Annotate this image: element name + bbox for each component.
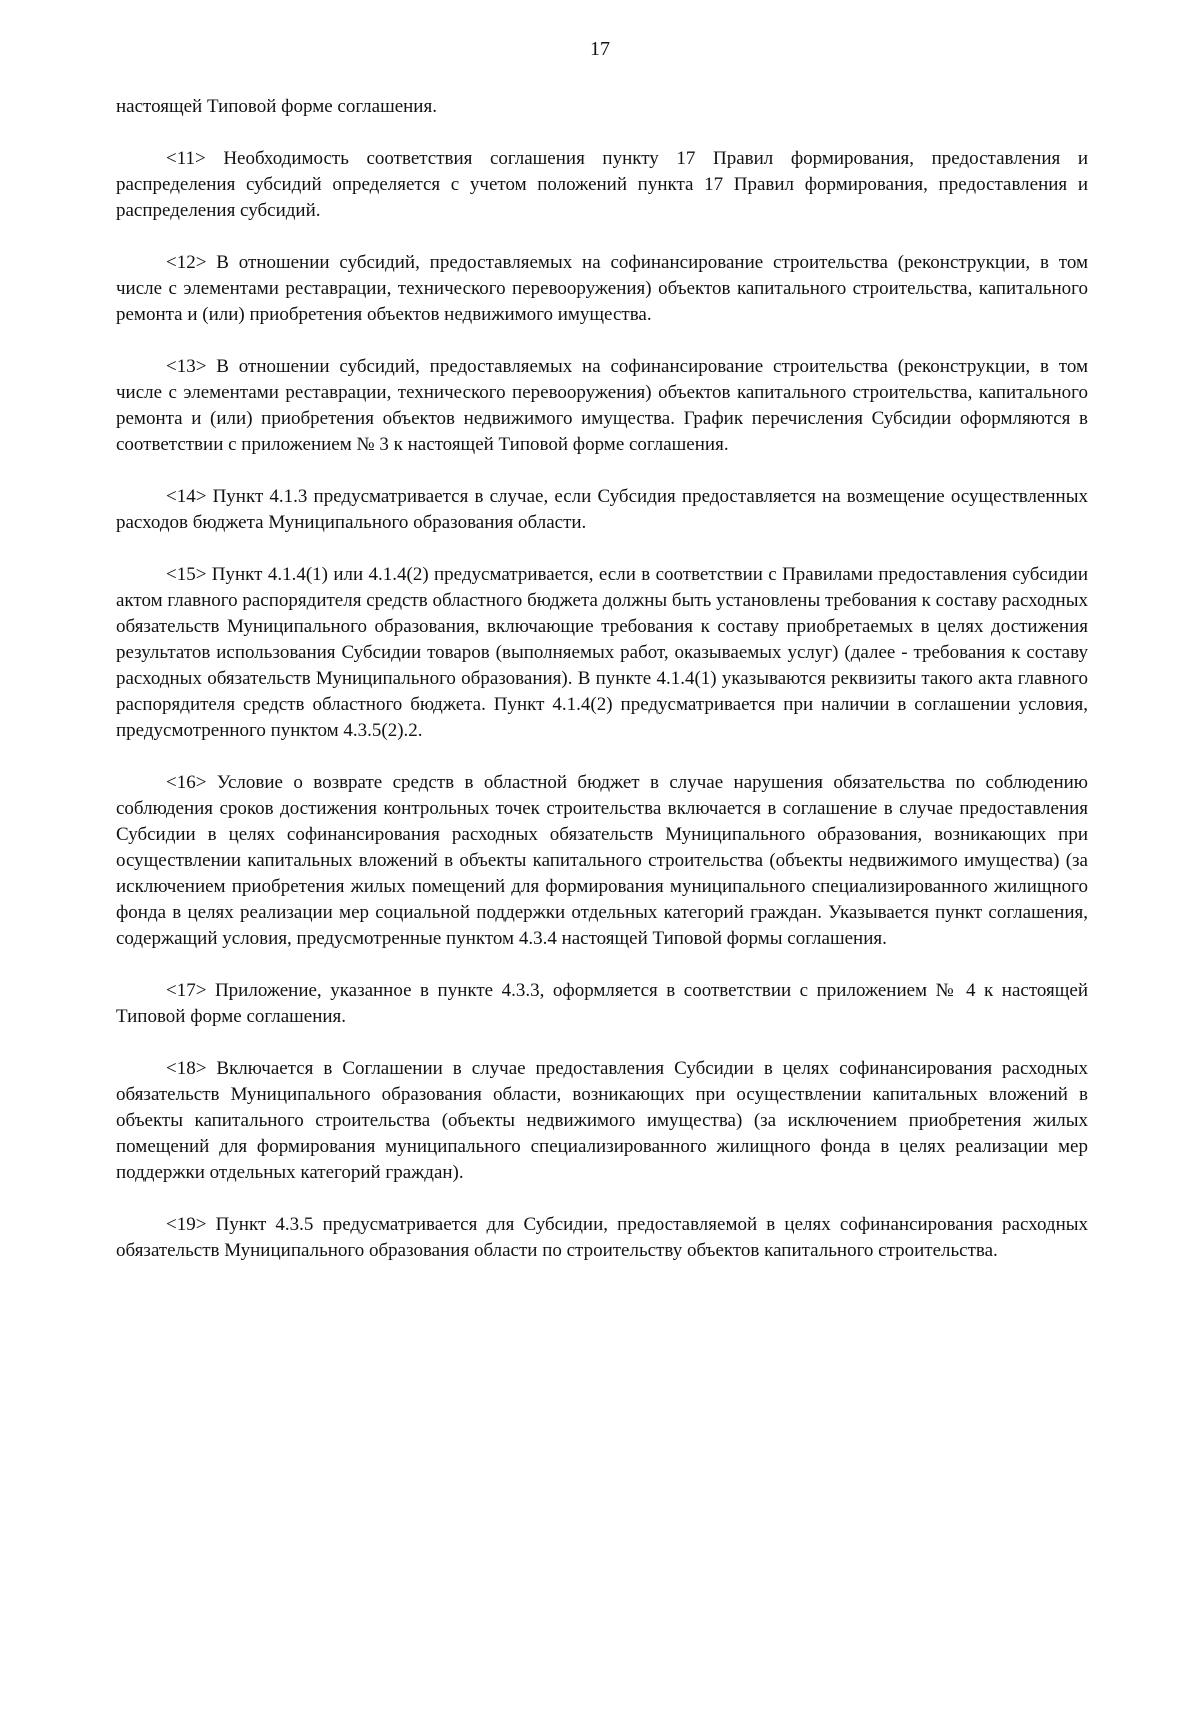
footnote-18: <18> Включается в Соглашении в случае предоставления Субсидии в целях софинансирования расходных обязательств Муниципального образования области, возникающих при осуществлении капитальных вложений в объекты капитального строительства (объекты недвижимого имущества) (за исключением приобретения жилых помещений для формирования муниципального специализированного жилищного фонда в целях реализации мер поддержки отдельных категорий граждан). bbox=[116, 1058, 1088, 1183]
footnote-17: <17> Приложение, указанное в пункте 4.3.3, оформляется в соответствии с приложением № 4 к настоящей Типовой форме соглашения. bbox=[116, 980, 1088, 1027]
footnote-16: <16> Условие о возврате средств в областной бюджет в случае нарушения обязательства по соблюдению соблюдения сроков достижения контрольных точек строительства включается в соглашение в случае предоставления Субсидии в целях софинансирования расходных обязательств Муниципального образования, возникающих при осуществлении капитальных вложений в объекты капитального строительства (объекты недвижимого имущества) (за исключением приобретения жилых помещений для формирования муниципального специализированного жилищного фонда в целях реализации мер социальной поддержки отдельных категорий граждан. Указывается пункт соглашения, содержащий условия, предусмотренные пунктом 4.3.4 настоящей Типовой формы соглашения. bbox=[116, 772, 1088, 949]
footnote-19: <19> Пункт 4.3.5 предусматривается для Субсидии, предоставляемой в целях софинансирования расходных обязательств Муниципального образования области по строительству объектов капитального строительства. bbox=[116, 1214, 1088, 1261]
footnote-14: <14> Пункт 4.1.3 предусматривается в случае, если Субсидия предоставляется на возмещение осуществленных расходов бюджета Муниципального образования области. bbox=[116, 486, 1088, 533]
page-number: 17 bbox=[590, 38, 610, 60]
document-body bbox=[116, 94, 1088, 1290]
footnote-11: <11> Необходимость соответствия соглашения пункту 17 Правил формирования, предоставления и распределения субсидий определяется с учетом положений пункта 17 Правил формирования, предоставления и распределения субсидий. bbox=[116, 148, 1088, 221]
footnote-13: <13> В отношении субсидий, предоставляемых на софинансирование строительства (реконструкции, в том числе с элементами реставрации, технического перевооружения) объектов капитального строительства, капитального ремонта и (или) приобретения объектов недвижимого имущества. График перечисления Субсидии оформляются в соответствии с приложением № 3 к настоящей Типовой форме соглашения. bbox=[116, 356, 1088, 455]
continuation-paragraph: настоящей Типовой форме соглашения. bbox=[116, 96, 437, 117]
footnote-12: <12> В отношении субсидий, предоставляемых на софинансирование строительства (реконструкции, в том числе с элементами реставрации, технического перевооружения) объектов капитального строительства, капитального ремонта и (или) приобретения объектов недвижимого имущества. bbox=[116, 252, 1088, 325]
footnote-15: <15> Пункт 4.1.4(1) или 4.1.4(2) предусматривается, если в соответствии с Правилами предоставления субсидии актом главного распорядителя средств областного бюджета должны быть установлены требования к составу расходных обязательств Муниципального образования, включающие требования к составу приобретаемых в целях достижения результатов использования Субсидии товаров (выполняемых работ, оказываемых услуг) (далее - требования к составу расходных обязательств Муниципального образования). В пункте 4.1.4(1) указываются реквизиты такого акта главного распорядителя средств областного бюджета. Пункт 4.1.4(2) предусматривается при наличии в соглашении условия, предусмотренного пунктом 4.3.5(2).2. bbox=[116, 564, 1088, 741]
